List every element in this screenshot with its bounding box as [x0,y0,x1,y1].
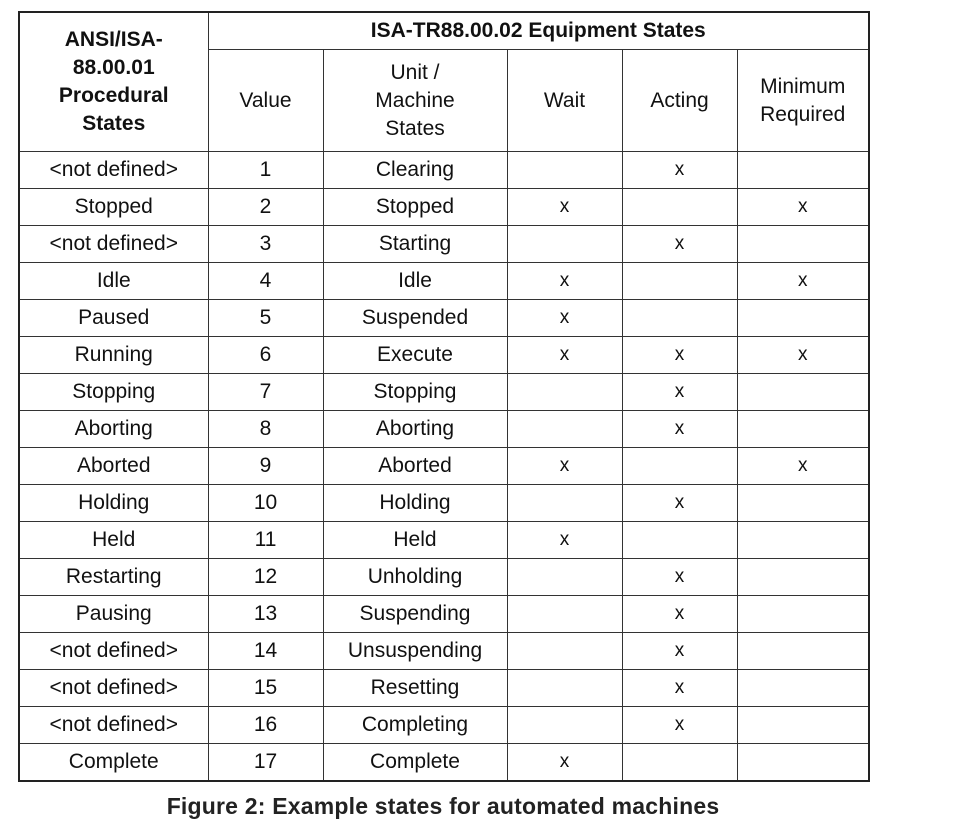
cell-wait [507,707,622,744]
table-row [19,337,869,374]
cell-acting [622,522,737,559]
cell-machine-state: Stopping [323,374,507,411]
header-value: Value [208,50,323,152]
cell-minimum-required [737,374,869,411]
cell-procedural-state: Aborting [19,411,208,448]
table-row [19,300,869,337]
cell-procedural-state: <not defined> [19,152,208,189]
cell-minimum-required [737,152,869,189]
cell-procedural-state: Pausing [19,596,208,633]
cell-wait: x [507,263,622,300]
cell-procedural-state: Stopping [19,374,208,411]
cell-machine-state: Completing [323,707,507,744]
cell-acting: x [622,485,737,522]
cell-minimum-required [737,522,869,559]
header-unit-machine-states: Unit / Machine States [323,50,507,152]
cell-minimum-required [737,300,869,337]
cell-acting: x [622,226,737,263]
cell-procedural-state: <not defined> [19,226,208,263]
cell-value: 15 [208,670,323,707]
cell-procedural-state: Complete [19,744,208,782]
cell-minimum-required: x [737,263,869,300]
cell-acting: x [622,596,737,633]
cell-value: 2 [208,189,323,226]
cell-procedural-state: Running [19,337,208,374]
cell-value: 13 [208,596,323,633]
cell-machine-state: Clearing [323,152,507,189]
cell-procedural-state: Idle [19,263,208,300]
cell-machine-state: Complete [323,744,507,782]
cell-acting: x [622,670,737,707]
cell-machine-state: Suspended [323,300,507,337]
cell-minimum-required [737,707,869,744]
table-row [19,226,869,263]
cell-value: 4 [208,263,323,300]
cell-value: 6 [208,337,323,374]
cell-wait [507,670,622,707]
table-row [19,633,869,670]
cell-value: 14 [208,633,323,670]
cell-machine-state: Unsuspending [323,633,507,670]
cell-machine-state: Resetting [323,670,507,707]
cell-machine-state: Aborted [323,448,507,485]
cell-acting [622,189,737,226]
cell-value: 5 [208,300,323,337]
table-row [19,448,869,485]
table-row [19,189,869,226]
cell-procedural-state: <not defined> [19,707,208,744]
table-row [19,263,869,300]
cell-value: 12 [208,559,323,596]
cell-minimum-required [737,670,869,707]
cell-value: 7 [208,374,323,411]
cell-wait: x [507,337,622,374]
cell-machine-state: Holding [323,485,507,522]
cell-acting: x [622,337,737,374]
cell-machine-state: Execute [323,337,507,374]
cell-minimum-required [737,744,869,782]
cell-value: 8 [208,411,323,448]
header-equipment-states-group: ISA-TR88.00.02 Equipment States [208,12,869,50]
cell-procedural-state: Stopped [19,189,208,226]
cell-acting: x [622,152,737,189]
cell-machine-state: Starting [323,226,507,263]
cell-acting [622,448,737,485]
figure-caption: Figure 2: Example states for automated machines [166,793,720,819]
table-row [19,670,869,707]
cell-acting: x [622,559,737,596]
cell-acting [622,300,737,337]
table-row [19,374,869,411]
cell-minimum-required: x [737,448,869,485]
header-acting: Acting [622,50,737,152]
table-row [19,744,869,782]
cell-machine-state: Stopped [323,189,507,226]
cell-value: 16 [208,707,323,744]
cell-machine-state: Aborting [323,411,507,448]
cell-acting [622,744,737,782]
cell-acting: x [622,633,737,670]
cell-minimum-required: x [737,189,869,226]
cell-wait [507,226,622,263]
cell-procedural-state: Holding [19,485,208,522]
cell-acting: x [622,707,737,744]
cell-wait: x [507,744,622,782]
cell-wait: x [507,448,622,485]
cell-machine-state: Idle [323,263,507,300]
table-row [19,596,869,633]
cell-procedural-state: Paused [19,300,208,337]
cell-value: 11 [208,522,323,559]
cell-value: 3 [208,226,323,263]
cell-procedural-state: <not defined> [19,670,208,707]
table-row [19,559,869,596]
cell-machine-state: Unholding [323,559,507,596]
cell-value: 10 [208,485,323,522]
cell-acting [622,263,737,300]
cell-machine-state: Held [323,522,507,559]
cell-wait [507,411,622,448]
cell-wait [507,633,622,670]
table-row [19,707,869,744]
table-body [19,152,869,782]
header-minimum-required: Minimum Required [737,50,869,152]
cell-procedural-state: Held [19,522,208,559]
cell-wait: x [507,522,622,559]
cell-minimum-required: x [737,337,869,374]
cell-value: 9 [208,448,323,485]
states-table [18,11,870,782]
cell-procedural-state: <not defined> [19,633,208,670]
table-row [19,152,869,189]
cell-minimum-required [737,633,869,670]
header-wait: Wait [507,50,622,152]
cell-minimum-required [737,485,869,522]
table-row [19,411,869,448]
header-procedural-states: ANSI/ISA- 88.00.01 Procedural States [19,12,208,152]
cell-wait: x [507,300,622,337]
cell-acting: x [622,411,737,448]
cell-wait [507,559,622,596]
cell-minimum-required [737,559,869,596]
header-row-group [19,12,869,50]
cell-procedural-state: Aborted [19,448,208,485]
cell-wait [507,374,622,411]
cell-value: 17 [208,744,323,782]
cell-machine-state: Suspending [323,596,507,633]
cell-wait: x [507,189,622,226]
cell-minimum-required [737,226,869,263]
cell-minimum-required [737,411,869,448]
cell-wait [507,152,622,189]
cell-procedural-state: Restarting [19,559,208,596]
table-row [19,485,869,522]
cell-acting: x [622,374,737,411]
cell-value: 1 [208,152,323,189]
cell-wait [507,596,622,633]
table-row [19,522,869,559]
cell-wait [507,485,622,522]
cell-minimum-required [737,596,869,633]
